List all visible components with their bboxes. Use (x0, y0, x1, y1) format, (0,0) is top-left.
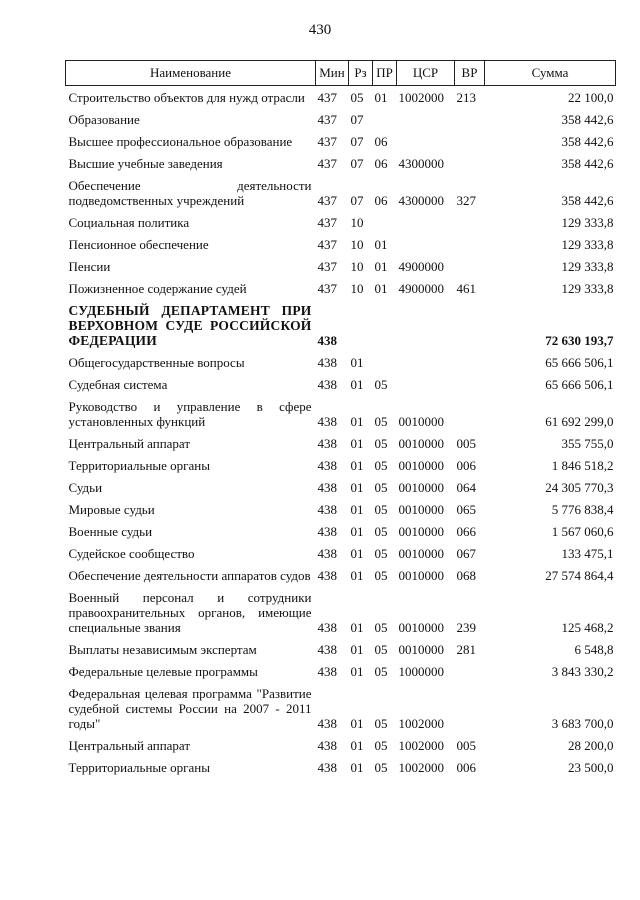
table-row (66, 211, 616, 233)
table-body (66, 86, 616, 779)
row-rz: 01 (350, 664, 364, 679)
row-min: 438 (317, 760, 337, 775)
table-row (66, 351, 616, 373)
row-name: Территориальные органы (68, 760, 210, 775)
row-csr: 0010000 (398, 414, 444, 429)
row-name: СУДЕБНЫЙ ДЕПАРТАМЕНТ ПРИ ВЕРХОВНОМ СУДЕ РОССИЙСКОЙ ФЕДЕРАЦИИ (68, 303, 312, 348)
row-rz: 01 (350, 738, 364, 753)
row-vr (455, 130, 485, 152)
row-name: Судебная система (68, 377, 168, 392)
row-csr: 4900000 (398, 281, 444, 296)
row-sum: 65 666 506,1 (545, 377, 614, 392)
row-csr: 4300000 (398, 156, 444, 171)
row-rz: 01 (350, 502, 364, 517)
row-pr: 05 (374, 620, 388, 635)
row-rz: 10 (350, 281, 364, 296)
row-min: 438 (317, 377, 337, 392)
row-csr: 4300000 (398, 193, 444, 208)
row-name: Судейское сообщество (68, 546, 195, 561)
row-rz: 01 (350, 436, 364, 451)
row-sum: 129 333,8 (561, 215, 614, 230)
row-name: Высшее профессиональное образование (68, 134, 293, 149)
table-row (66, 277, 616, 299)
header-csr: ЦСР (397, 61, 455, 86)
row-sum: 61 692 299,0 (545, 414, 614, 429)
row-min: 438 (317, 546, 337, 561)
row-sum: 24 305 770,3 (545, 480, 614, 495)
table-row (66, 638, 616, 660)
row-min: 437 (317, 259, 337, 274)
row-vr: 068 (456, 568, 476, 583)
table-row (66, 520, 616, 542)
row-sum: 358 442,6 (561, 193, 614, 208)
row-csr: 0010000 (398, 546, 444, 561)
table-row (66, 432, 616, 454)
row-csr: 1002000 (398, 760, 444, 775)
row-rz: 01 (350, 355, 364, 370)
row-csr (397, 233, 455, 255)
row-rz: 01 (350, 524, 364, 539)
row-rz: 07 (350, 134, 364, 149)
row-name: Общегосударственные вопросы (68, 355, 245, 370)
row-vr (455, 351, 485, 373)
row-rz: 10 (350, 259, 364, 274)
row-pr: 01 (374, 237, 388, 252)
row-sum: 5 776 838,4 (551, 502, 614, 517)
row-sum: 358 442,6 (561, 156, 614, 171)
table-row (66, 152, 616, 174)
row-name: Территориальные органы (68, 458, 210, 473)
row-sum: 125 468,2 (561, 620, 614, 635)
row-vr (455, 108, 485, 130)
row-pr: 05 (374, 642, 388, 657)
header-name: Наименование (66, 61, 316, 86)
table-row (66, 542, 616, 564)
row-name: Федеральные целевые программы (68, 664, 258, 679)
row-csr: 4900000 (398, 259, 444, 274)
table-header (66, 61, 616, 86)
row-vr: 327 (456, 193, 476, 208)
row-min: 438 (317, 480, 337, 495)
header-vr: ВР (455, 61, 485, 86)
row-vr: 239 (456, 620, 476, 635)
row-min: 437 (317, 215, 337, 230)
row-pr: 05 (374, 414, 388, 429)
row-min: 438 (317, 333, 337, 348)
row-sum: 27 574 864,4 (545, 568, 614, 583)
row-pr: 05 (374, 436, 388, 451)
table-row (66, 130, 616, 152)
table-row (66, 299, 616, 351)
row-rz: 07 (350, 193, 364, 208)
row-sum: 23 500,0 (568, 760, 614, 775)
row-name: Руководство и управление в сфере установленных функций (68, 399, 312, 429)
row-min: 438 (317, 355, 337, 370)
row-rz: 01 (350, 716, 364, 731)
row-vr: 281 (456, 642, 476, 657)
row-pr: 05 (374, 502, 388, 517)
row-vr: 006 (456, 760, 476, 775)
row-vr: 006 (456, 458, 476, 473)
row-min: 438 (317, 458, 337, 473)
row-sum: 65 666 506,1 (545, 355, 614, 370)
row-csr: 1000000 (398, 664, 444, 679)
row-vr (455, 299, 485, 351)
row-csr (397, 373, 455, 395)
table-row (66, 86, 616, 109)
row-rz: 01 (350, 642, 364, 657)
row-pr: 05 (374, 664, 388, 679)
row-min: 438 (317, 716, 337, 731)
row-rz: 01 (350, 458, 364, 473)
row-pr (373, 211, 397, 233)
row-name: Обеспечение деятельности аппаратов судов (68, 568, 311, 583)
row-name: Федеральная целевая программа "Развитие судебной системы России на 2007 - 2011 годы" (68, 686, 312, 731)
row-vr (455, 233, 485, 255)
row-name: Пенсионное обеспечение (68, 237, 209, 252)
row-vr (455, 152, 485, 174)
row-rz: 01 (350, 414, 364, 429)
row-rz: 01 (350, 546, 364, 561)
row-pr: 05 (374, 738, 388, 753)
row-rz: 01 (350, 620, 364, 635)
table-row (66, 498, 616, 520)
row-sum: 129 333,8 (561, 237, 614, 252)
row-name: Строительство объектов для нужд отрасли (68, 90, 305, 105)
row-csr: 0010000 (398, 642, 444, 657)
table-row (66, 233, 616, 255)
row-rz (349, 299, 373, 351)
table-row (66, 174, 616, 211)
row-name: Военный персонал и сотрудники правоохранительных органов, имеющие специальные звания (68, 590, 312, 635)
row-name: Мировые судьи (68, 502, 155, 517)
row-sum: 358 442,6 (561, 112, 614, 127)
row-rz: 07 (350, 112, 364, 127)
row-csr: 0010000 (398, 502, 444, 517)
row-csr (397, 351, 455, 373)
row-csr: 1002000 (398, 738, 444, 753)
row-pr (373, 299, 397, 351)
row-rz: 10 (350, 237, 364, 252)
row-vr: 005 (456, 436, 476, 451)
table-row (66, 564, 616, 586)
row-csr: 0010000 (398, 620, 444, 635)
row-sum: 3 843 330,2 (551, 664, 614, 679)
row-vr: 005 (456, 738, 476, 753)
row-rz: 01 (350, 377, 364, 392)
row-name: Пенсии (68, 259, 111, 274)
row-pr: 05 (374, 760, 388, 775)
row-vr (455, 660, 485, 682)
row-pr: 05 (374, 568, 388, 583)
row-min: 438 (317, 620, 337, 635)
row-pr: 06 (374, 156, 388, 171)
row-min: 438 (317, 664, 337, 679)
row-csr: 1002000 (398, 90, 444, 105)
row-pr: 05 (374, 716, 388, 731)
row-pr: 05 (374, 480, 388, 495)
row-vr: 213 (456, 90, 476, 105)
row-min: 437 (317, 193, 337, 208)
row-min: 437 (317, 134, 337, 149)
row-rz: 01 (350, 760, 364, 775)
row-rz: 05 (350, 90, 364, 105)
row-vr: 067 (456, 546, 476, 561)
row-pr: 05 (374, 458, 388, 473)
row-min: 437 (317, 90, 337, 105)
row-vr (455, 255, 485, 277)
row-pr: 01 (374, 281, 388, 296)
row-rz: 01 (350, 568, 364, 583)
row-csr (397, 130, 455, 152)
row-name: Судьи (68, 480, 103, 495)
row-name: Выплаты независимым экспертам (68, 642, 257, 657)
header-min: Мин (316, 61, 349, 86)
row-rz: 10 (350, 215, 364, 230)
table-row (66, 454, 616, 476)
row-pr: 05 (374, 546, 388, 561)
row-vr (455, 373, 485, 395)
table-row (66, 373, 616, 395)
row-pr: 06 (374, 134, 388, 149)
row-vr: 461 (456, 281, 476, 296)
table-row (66, 756, 616, 778)
row-name: Обеспечение деятельности подведомственных учреждений (68, 178, 312, 208)
row-sum: 133 475,1 (561, 546, 614, 561)
row-vr: 065 (456, 502, 476, 517)
row-min: 438 (317, 738, 337, 753)
row-name: Пожизненное содержание судей (68, 281, 247, 296)
row-vr: 066 (456, 524, 476, 539)
row-vr (455, 211, 485, 233)
row-name: Социальная политика (68, 215, 190, 230)
row-csr: 0010000 (398, 568, 444, 583)
table-row (66, 660, 616, 682)
page-number: 430 (308, 22, 332, 38)
table-row (66, 476, 616, 498)
row-sum: 6 548,8 (574, 642, 614, 657)
row-name: Высшие учебные заведения (68, 156, 223, 171)
row-name: Центральный аппарат (68, 738, 191, 753)
table-row (66, 682, 616, 734)
row-name: Военные судьи (68, 524, 153, 539)
row-name: Образование (68, 112, 140, 127)
row-min: 438 (317, 436, 337, 451)
header-pr: ПР (373, 61, 397, 86)
table-row (66, 108, 616, 130)
table-row (66, 395, 616, 432)
row-sum: 22 100,0 (568, 90, 614, 105)
row-csr: 0010000 (398, 480, 444, 495)
table-row (66, 586, 616, 638)
row-vr: 064 (456, 480, 476, 495)
row-sum: 1 567 060,6 (551, 524, 614, 539)
row-min: 437 (317, 112, 337, 127)
budget-table (65, 60, 616, 778)
row-sum: 358 442,6 (561, 134, 614, 149)
row-min: 438 (317, 568, 337, 583)
row-pr: 05 (374, 524, 388, 539)
row-csr: 0010000 (398, 458, 444, 473)
row-min: 437 (317, 156, 337, 171)
row-csr: 0010000 (398, 524, 444, 539)
row-csr: 0010000 (398, 436, 444, 451)
row-pr (373, 351, 397, 373)
header-rz: Рз (349, 61, 373, 86)
row-vr (455, 682, 485, 734)
row-sum: 28 200,0 (568, 738, 614, 753)
row-rz: 07 (350, 156, 364, 171)
row-pr: 05 (374, 377, 388, 392)
row-min: 438 (317, 524, 337, 539)
row-pr (373, 108, 397, 130)
row-pr: 01 (374, 90, 388, 105)
row-pr: 06 (374, 193, 388, 208)
row-csr (397, 108, 455, 130)
table-row (66, 734, 616, 756)
row-min: 437 (317, 237, 337, 252)
row-min: 438 (317, 414, 337, 429)
row-min: 438 (317, 502, 337, 517)
row-vr (455, 395, 485, 432)
table-row (66, 255, 616, 277)
row-min: 437 (317, 281, 337, 296)
row-csr (397, 211, 455, 233)
row-sum: 72 630 193,7 (545, 333, 614, 348)
row-sum: 129 333,8 (561, 259, 614, 274)
header-sum: Сумма (485, 61, 616, 86)
row-pr: 01 (374, 259, 388, 274)
row-sum: 3 683 700,0 (551, 716, 614, 731)
row-sum: 129 333,8 (561, 281, 614, 296)
row-min: 438 (317, 642, 337, 657)
row-sum: 355 755,0 (561, 436, 614, 451)
row-name: Центральный аппарат (68, 436, 191, 451)
row-csr: 1002000 (398, 716, 444, 731)
row-sum: 1 846 518,2 (551, 458, 614, 473)
row-csr (397, 299, 455, 351)
row-rz: 01 (350, 480, 364, 495)
